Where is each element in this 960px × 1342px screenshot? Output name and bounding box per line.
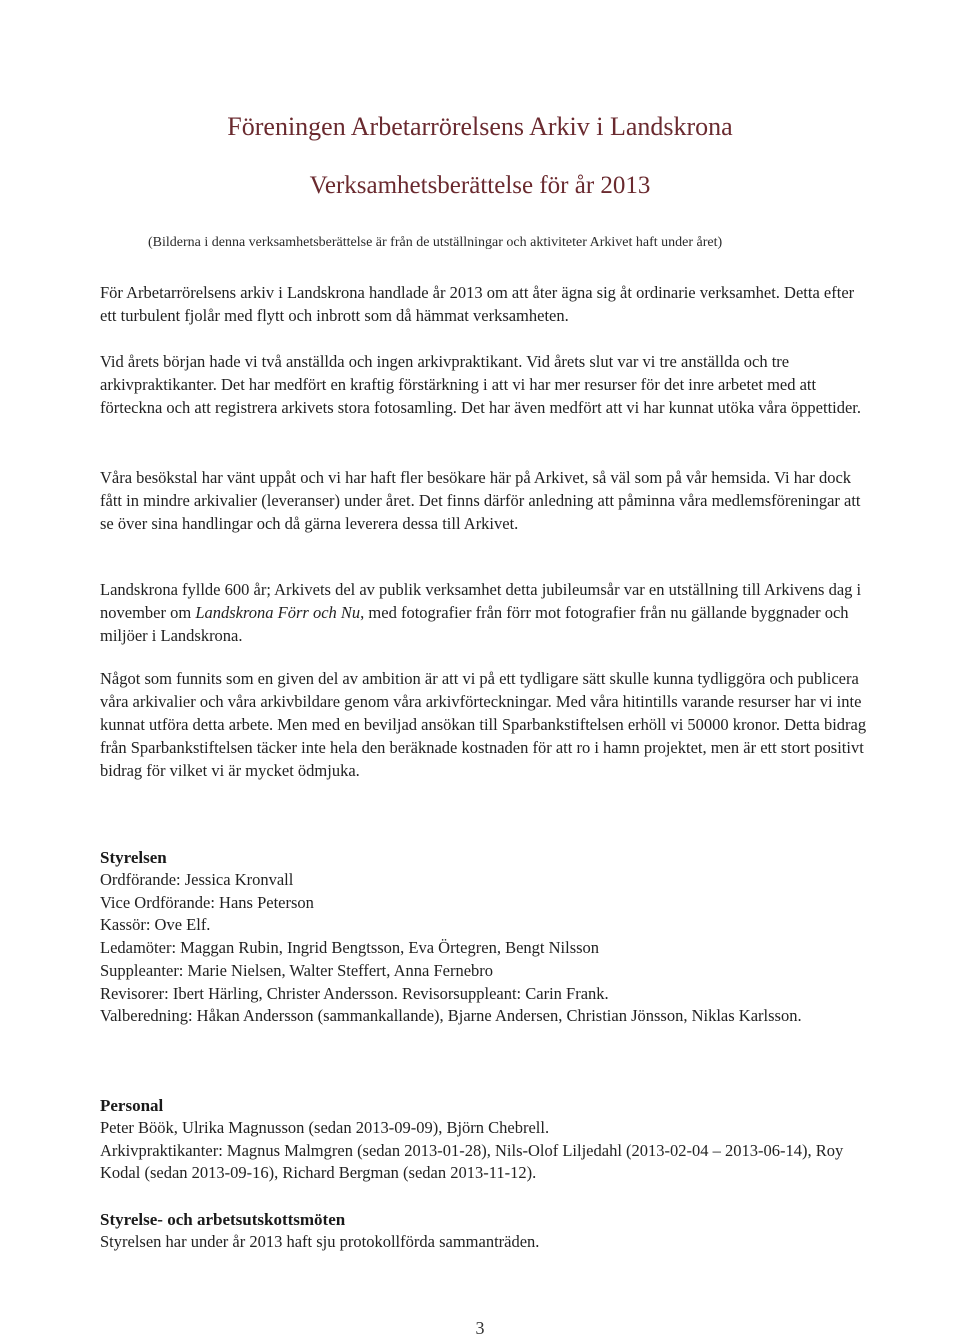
board-line-vice-chair: Vice Ordförande: Hans Peterson [100, 892, 314, 912]
paragraph-visitors: Våra besökstal har vänt uppåt och vi har haft fler besökare här på Arkivet, så väl som på vår hemsida. Vi har dock fått in mindre arkivalier (leveranser) under året. Det finns därför anledning att påminna våra medlemsföreningar att se över sina handlingar och då gärna leverera dessa till Arkivet. [100, 468, 861, 533]
trainees-line: Arkivpraktikanter: Magnus Malmgren (sedan 2013-01-28), Nils-Olof Liljedahl (2013-02-04 – 2013-06-14), Roy Kodal (sedan 2013-09-16), Richard Bergman (sedan 2013-11-12). [100, 1140, 844, 1183]
section-styrelsen [100, 846, 880, 1028]
board-line-deputies: Suppleanter: Marie Nielsen, Walter Steffert, Anna Fernebro [100, 960, 494, 980]
page-number: 3 [475, 1318, 485, 1338]
staff-line: Peter Böök, Ulrika Magnusson (sedan 2013-09-09), Björn Chebrell. [100, 1118, 550, 1137]
paragraph-intro: För Arbetarrörelsens arkiv i Landskrona handlade år 2013 om att åter ägna sig åt ordinarie verksamhet. Detta efter ett turbulent fjolår med flytt och inbrott som då hämmat verksamheten. [100, 283, 855, 325]
section-personal [100, 1094, 880, 1185]
exhibition-text-after: , med fotografier från förr mot fotografier från nu gällande byggnader och miljöer i Landskrona. [100, 603, 849, 645]
report-title: Verksamhetsberättelse för år 2013 [309, 172, 651, 199]
board-line-members: Ledamöter: Maggan Rubin, Ingrid Bengtsson, Eva Örtegren, Bengt Nilsson [100, 938, 600, 958]
board-line-treasurer: Kassör: Ove Elf. [100, 915, 211, 935]
meetings-line: Styrelsen har under år 2013 haft sju protokollförda sammanträden. [100, 1232, 540, 1251]
section-heading-styrelsen: Styrelsen [100, 848, 167, 867]
section-heading-personal: Personal [100, 1096, 164, 1115]
section-meetings [100, 1208, 880, 1254]
board-line-auditors: Revisorer: Ibert Härling, Christer Andersson. Revisorsuppleant: Carin Frank. [100, 983, 609, 1003]
exhibition-text-before: Landskrona fyllde 600 år; Arkivets del av publik verksamhet detta jubileumsår var en utställning till Arkivens dag i november om [100, 580, 862, 622]
image-caption-note: (Bilderna i denna verksamhetsberättelse är från de utställningar och aktiviteter Arkivet haft under året) [148, 235, 723, 250]
board-line-nomination: Valberedning: Håkan Andersson (sammankallande), Bjarne Andersen, Christian Jönsson, Niklas Karlsson. [100, 1006, 802, 1026]
organization-title: Föreningen Arbetarrörelsens Arkiv i Landskrona [227, 112, 733, 141]
exhibition-title: Landskrona Förr och Nu [195, 603, 361, 622]
section-heading-meetings: Styrelse- och arbetsutskottsmöten [100, 1210, 346, 1229]
paragraph-funding: Något som funnits som en given del av ambition är att vi på ett tydligare sätt skulle kunna tydliggöra och publicera våra arkivalier och våra arkivbildare genom våra arkivförteckningar. Med våra hitintills varande resurser har vi inte kunnat utföra detta arbete. Men med en beviljad ansökan till Sparbankstiftelsen erhöll vi 50000 kronor. Detta bidrag från Sparbankstiftelsen täcker inte hela den beräknade kostnaden för att ro i hamn projektet, men är ett stort positivt bidrag för vilket vi är mycket ödmjuka. [100, 669, 867, 780]
paragraph-staff: Vid årets början hade vi två anställda och ingen arkivpraktikant. Vid årets slut var vi tre anställda och tre arkivpraktikanter. Det har medfört en kraftig förstärkning i att vi har mer resurser för det inre arbetet med att förteckna och att registrera arkivets stora fotosamling. Det har även medfört att vi har kunnat utöka våra öppettider. [100, 352, 862, 417]
paragraph-exhibition [100, 578, 870, 647]
board-line-chair: Ordförande: Jessica Kronvall [100, 870, 294, 889]
